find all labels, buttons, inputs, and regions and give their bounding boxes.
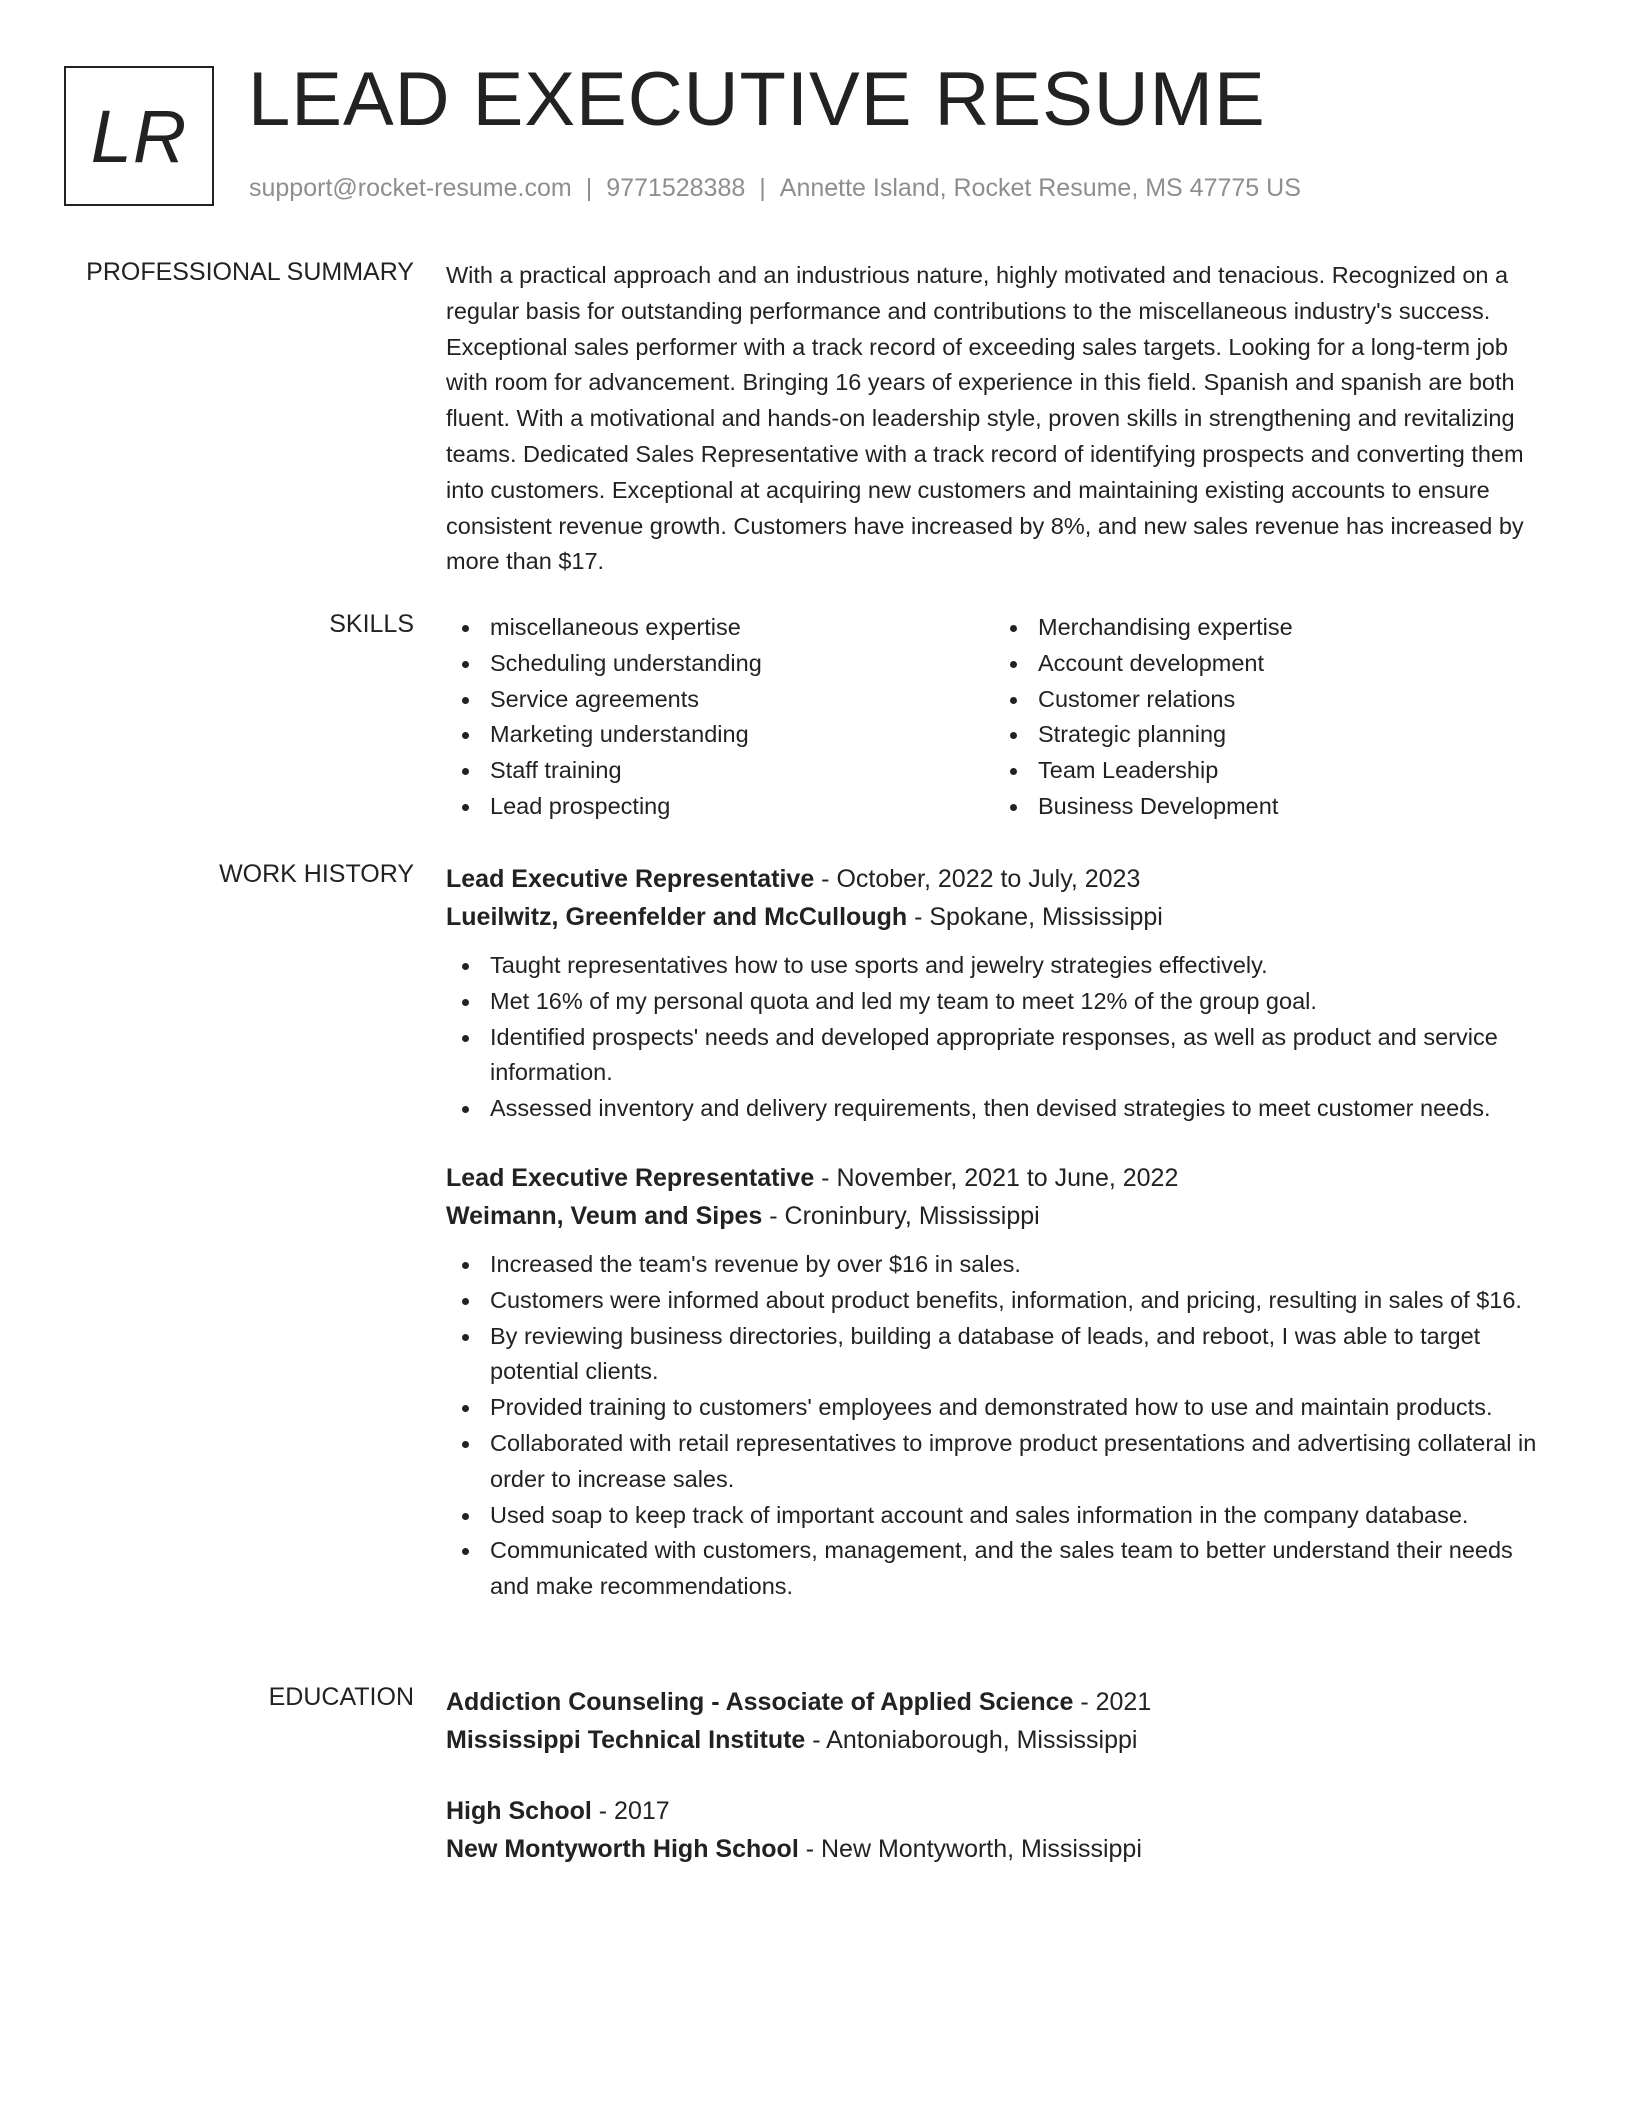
job-location: - Spokane, Mississippi: [907, 903, 1163, 931]
education-school: New Montyworth High School: [446, 1835, 799, 1863]
skill-item: Staff training: [446, 753, 994, 789]
education-location: - New Montyworth, Mississippi: [798, 1835, 1142, 1863]
skill-item: Account development: [994, 646, 1542, 682]
contact-email: support@rocket-resume.com: [249, 174, 572, 202]
summary-text: With a practical approach and an industrious nature, highly motivated and tenacious. Recognized on a regular basis for outstanding performance and contributions to the miscellaneous industry's success. Exceptional sales performer with a track record of exceeding sales targets. Looking for a long-term job with room for advancement. Bringing 16 years of experience in this field. Spanish and spanish are both fluent. With a motivational and hands-on leadership style, proven skills in strengthening and revitalizing teams. Dedicated Sales Representative with a track record of identifying prospects and converting them into customers. Exceptional at acquiring new customers and maintaining existing accounts to ensure consistent revenue growth. Customers have increased by 8%, and new sales revenue has increased by more than $17.: [446, 262, 1524, 575]
job-bullet: Met 16% of my personal quota and led my team to meet 12% of the group goal.: [446, 984, 1556, 1020]
education-heading: EDUCATION: [268, 1683, 414, 1711]
job-bullets: [446, 1247, 1556, 1605]
contact-phone: 9771528388: [606, 174, 746, 202]
job-title-line: [446, 860, 1556, 898]
skills-column-right: [994, 610, 1542, 825]
contact-address: Annette Island, Rocket Resume, MS 47775 US: [779, 174, 1301, 202]
skill-item: Scheduling understanding: [446, 646, 994, 682]
skill-item: Merchandising expertise: [994, 610, 1542, 646]
job-location: - Croninbury, Mississippi: [762, 1201, 1040, 1230]
education-degree-line: [446, 1792, 1556, 1830]
skills-heading: SKILLS: [329, 610, 414, 638]
skills-columns: [446, 610, 1556, 825]
monogram-box: [64, 66, 214, 206]
contact-separator: |: [759, 174, 766, 202]
education-location: - Antoniaborough, Mississippi: [805, 1726, 1138, 1754]
education-school-line: [446, 1830, 1556, 1868]
skill-item: Strategic planning: [994, 717, 1542, 753]
contact-separator: |: [585, 174, 593, 202]
job-dates: - October, 2022 to July, 2023: [814, 865, 1141, 893]
skill-item: Marketing understanding: [446, 717, 994, 753]
education-school: Mississippi Technical Institute: [446, 1726, 806, 1754]
education-degree: High School: [446, 1797, 592, 1825]
job-bullet: Customers were informed about product benefits, information, and pricing, resulting in sales of $16.: [446, 1283, 1556, 1319]
job-bullet: Assessed inventory and delivery requirements, then devised strategies to meet customer needs.: [446, 1091, 1556, 1127]
job-entry: [446, 860, 1556, 1127]
job-entry: [446, 1159, 1556, 1605]
job-company-line: [446, 1197, 1556, 1235]
job-bullet: Used soap to keep track of important account and sales information in the company database.: [446, 1498, 1556, 1534]
resume-title: LEAD EXECUTIVE RESUME: [248, 57, 1266, 142]
job-company: Weimann, Veum and Sipes: [446, 1201, 763, 1230]
skill-item: Team Leadership: [994, 753, 1542, 789]
education-entry: [446, 1792, 1556, 1868]
education-degree: Addiction Counseling - Associate of Applied Science: [446, 1688, 1074, 1716]
contact-line: [249, 174, 1301, 203]
education-degree-line: [446, 1683, 1556, 1721]
job-bullet: Communicated with customers, management, and the sales team to better understand their needs and make recommendations.: [446, 1533, 1556, 1605]
skill-item: Customer relations: [994, 682, 1542, 718]
summary-heading: PROFESSIONAL SUMMARY: [86, 258, 414, 286]
job-bullet: Taught representatives how to use sports and jewelry strategies effectively.: [446, 948, 1556, 984]
skill-item: Lead prospecting: [446, 789, 994, 825]
job-bullet: Increased the team's revenue by over $16 in sales.: [446, 1247, 1556, 1283]
education-year: - 2021: [1073, 1688, 1152, 1716]
job-bullet: Identified prospects' needs and developed appropriate responses, as well as product and service information.: [446, 1020, 1556, 1092]
work-history-heading: WORK HISTORY: [219, 860, 414, 888]
job-bullets: [446, 948, 1556, 1127]
job-bullet: By reviewing business directories, building a database of leads, and reboot, I was able to target potential clients.: [446, 1319, 1556, 1391]
job-title-line: [446, 1159, 1556, 1197]
education-year: - 2017: [591, 1797, 670, 1825]
skill-item: Service agreements: [446, 682, 994, 718]
monogram-initials: LR: [90, 94, 188, 178]
education-school-line: [446, 1721, 1556, 1759]
job-company: Lueilwitz, Greenfelder and McCullough: [446, 903, 908, 931]
job-bullet: Collaborated with retail representatives to improve product presentations and advertising collateral in order to increase sales.: [446, 1426, 1556, 1498]
job-company-line: [446, 898, 1556, 936]
skill-item: Business Development: [994, 789, 1542, 825]
job-bullet: Provided training to customers' employees and demonstrated how to use and maintain products.: [446, 1390, 1556, 1426]
job-title: Lead Executive Representative: [446, 1163, 815, 1192]
education-entry: [446, 1683, 1556, 1759]
skills-column-left: [446, 610, 994, 825]
job-dates: - November, 2021 to June, 2022: [814, 1163, 1179, 1192]
skill-item: miscellaneous expertise: [446, 610, 994, 646]
job-title: Lead Executive Representative: [446, 865, 815, 893]
